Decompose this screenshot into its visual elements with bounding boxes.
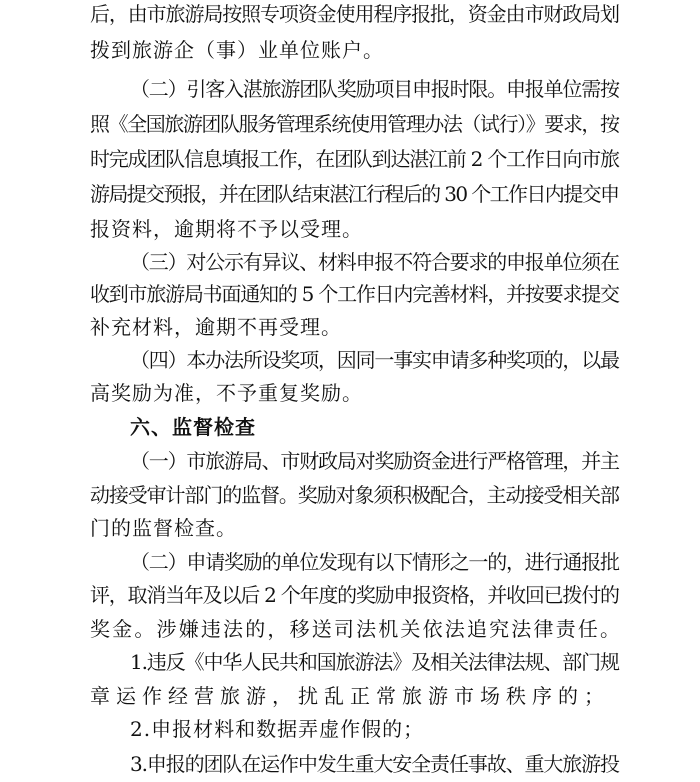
paragraph-line: 拨到旅游企（事）业单位账户。 xyxy=(90,38,384,62)
paragraph-line: （二）申请奖励的单位发现有以下情形之一的，进行通报批 xyxy=(130,550,619,574)
paragraph-line: 评，取消当年及以后 2 个年度的奖励申报资格，并收回已拨付的 xyxy=(90,583,619,607)
paragraph-line: （一）市旅游局、市财政局对奖励资金进行严格管理，并主 xyxy=(130,449,619,473)
paragraph-line: 时完成团队信息填报工作，在团队到达湛江前 2 个工作日向市旅 xyxy=(90,147,619,171)
paragraph-line: 高奖励为准，不予重复奖励。 xyxy=(90,381,363,405)
section-heading: 六、监督检查 xyxy=(130,415,256,439)
paragraph-line: 补充材料，逾期不再受理。 xyxy=(90,315,342,339)
paragraph-line: 章运作经营旅游，扰乱正常旅游市场秩序的； xyxy=(90,684,610,708)
paragraph-line: 收到市旅游局书面通知的 5 个工作日内完善材料，并按要求提交 xyxy=(90,282,619,306)
paragraph-line: 后，由市旅游局按照专项资金使用程序报批，资金由市财政局划 xyxy=(90,2,619,26)
paragraph-line: （三）对公示有异议、材料申报不符合要求的申报单位须在 xyxy=(130,250,619,274)
paragraph-line: 报资料，逾期将不予以受理。 xyxy=(90,217,363,241)
paragraph-line: 游局提交预报，并在团队结束湛江行程后的 30 个工作日内提交申 xyxy=(90,182,619,206)
paragraph-line: （二）引客入湛旅游团队奖励项目申报时限。申报单位需按 xyxy=(130,77,619,101)
paragraph-line: 门的监督检查。 xyxy=(90,516,237,540)
list-item: 3.申报的团队在运作中发生重大安全责任事故、重大旅游投 xyxy=(130,752,619,776)
list-item: 1.违反《中华人民共和国旅游法》及相关法律法规、部门规 xyxy=(130,650,619,674)
paragraph-line: 动接受审计部门的监督。奖励对象须积极配合，主动接受相关部 xyxy=(90,483,619,507)
paragraph-line: （四）本办法所设奖项，因同一事实申请多种奖项的，以最 xyxy=(130,348,619,372)
list-item: 2.申报材料和数据弄虚作假的； xyxy=(130,717,425,741)
paragraph-line: 照《全国旅游团队服务管理系统使用管理办法（试行）》要求，按 xyxy=(90,112,619,136)
paragraph-line: 奖金。涉嫌违法的，移送司法机关依法追究法律责任。 xyxy=(90,617,623,641)
